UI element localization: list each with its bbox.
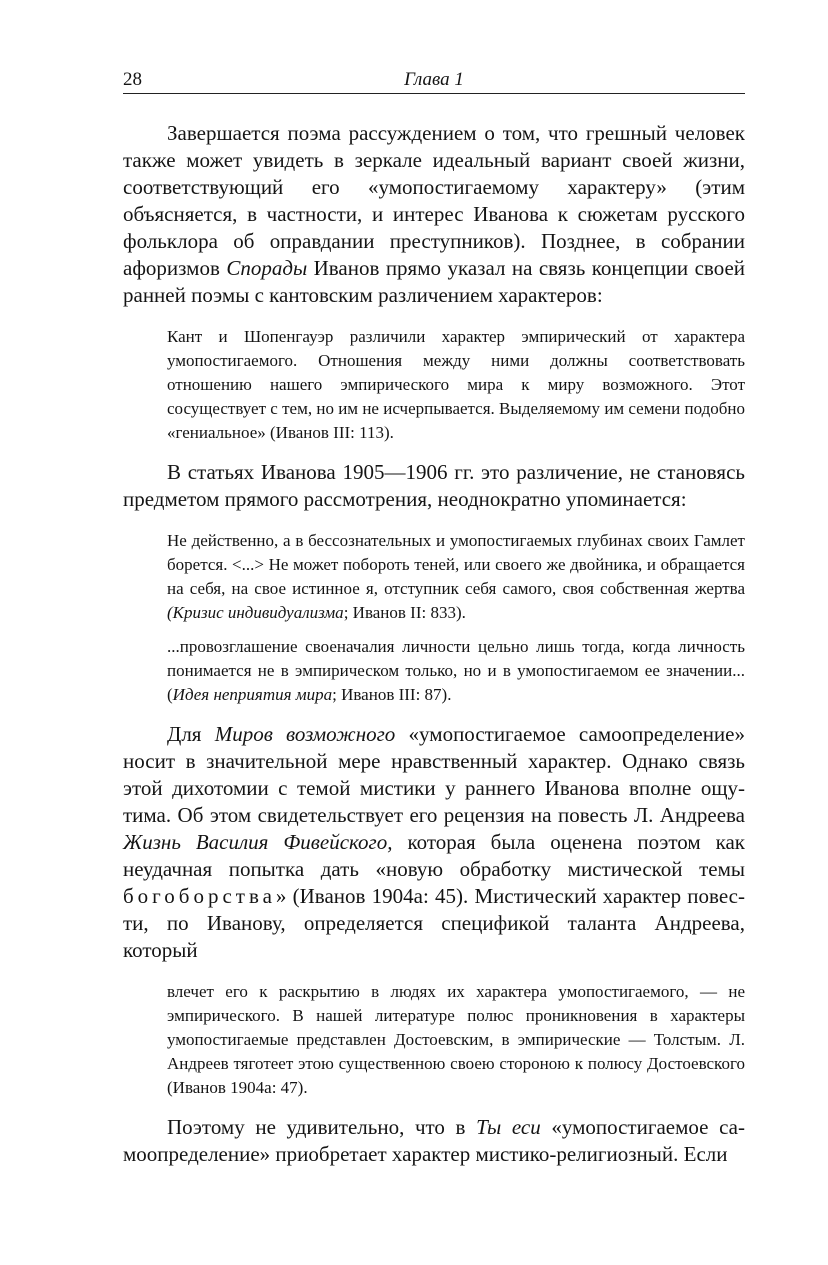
block-quote-1: [167, 325, 745, 445]
paragraph-2: [123, 459, 745, 513]
paragraph-4: [123, 1114, 745, 1168]
paragraph-text: Для: [167, 722, 215, 746]
quote-text: Кант и Шопенгауэр различили характер эмпирический от характера умопостигаемого. Отношения между ними должны соответствовать отношению нашего эмпирического мира к миру возможного. Этот сосуществует с тем, но им не исчерпывается. Выделяемому им семени подобно «гениальное» (Иванов III: 113).: [167, 327, 745, 442]
italic-title-ty-esi: Ты еси: [476, 1115, 541, 1139]
italic-title-zhizn: Жизнь Василия Фивейского,: [123, 830, 393, 854]
italic-title-mirov: Миров возможного: [214, 722, 396, 746]
running-head: Глава 1: [404, 69, 464, 90]
block-quote-2: [167, 529, 745, 625]
page-header: [123, 67, 745, 94]
quote-text: ...провозглашение своеначалия личности цельно лишь тогда, когда личность понимается не в эмпирическом только, но и в умопостигаемом ее значении... (: [167, 637, 745, 704]
paragraph-text: В статьях Иванова 1905—1906 гг. это различение, не становясь предметом прямого рассмотрения, неоднократно упоминается:: [123, 460, 745, 511]
italic-title-krizis: (Кризис индивидуализма: [167, 603, 344, 622]
quote-text: влечет его к раскрытию в людях их характера умопостигаемого, — не эмпирического. В нашей литературе полюс проникновения в характеры умопостигаемые представлен Достоевским, в эмпирические — Толстым. Л. Андреев тяготеет этою существенною своею стороною к полюсу Достоевского (Иванов 1904а: 47).: [167, 982, 745, 1097]
paragraph-1: [123, 120, 745, 309]
italic-title-ideya: Идея неприятия мира: [172, 685, 333, 704]
body-text: [123, 120, 745, 1168]
paragraph-text: » (Иванов 1904а: 45). Мистический характер повести, по Иванову, определяется спецификой таланта Андреева, который: [123, 884, 745, 962]
block-quote-4: [167, 980, 745, 1100]
paragraph-text: Поэтому не удивительно, что в: [167, 1115, 477, 1139]
italic-title-sporady: Спорады: [226, 256, 308, 280]
block-quote-3: [167, 635, 745, 707]
paragraph-text: которая была оценена поэтом как неудачная попытка дать «новую обработку мистической темы: [123, 830, 745, 881]
paragraph-text: «умопостигаемое самоопределение» носит в значительной мере нравственный характер. Однако связь этой дихотомии с темой мистики у раннего Иванова вполне ощутима. Об этом свидетельствует его рецензия на повесть Л. Андреева: [123, 722, 745, 827]
paragraph-text: Иванов прямо указал на связь концепции своей ранней поэмы с кантовским различением характеров:: [123, 256, 746, 307]
paragraph-text: «умопостигаемое самоопределение» приобретает характер мистико-религиозный. Если: [123, 1115, 745, 1166]
spaced-emphasis-word: богоборства: [123, 884, 276, 908]
paragraph-3: [123, 721, 745, 964]
quote-text: ; Иванов II: 833).: [343, 603, 466, 622]
quote-text: ; Иванов III: 87).: [332, 685, 452, 704]
page-number: 28: [123, 69, 142, 90]
paragraph-text: Завершается поэма рассуждением о том, что грешный человек также может увидеть в зеркале идеальный вариант своей жизни, соответствующий его «умопостигаемому характеру» (этим объясняется, в частности, и интерес Иванова к сюжетам русского фольклора об оправдании преступников). Позднее, в собрании афоризмов: [123, 121, 745, 280]
quote-text: Не действенно, а в бессознательных и умопостигаемых глубинах своих Гамлет борется. <...> Не может побороть теней, или своего же двойника, и обращается на себя, на свое истинное я, отступник себя самого, своя собственная жертва: [167, 531, 745, 598]
